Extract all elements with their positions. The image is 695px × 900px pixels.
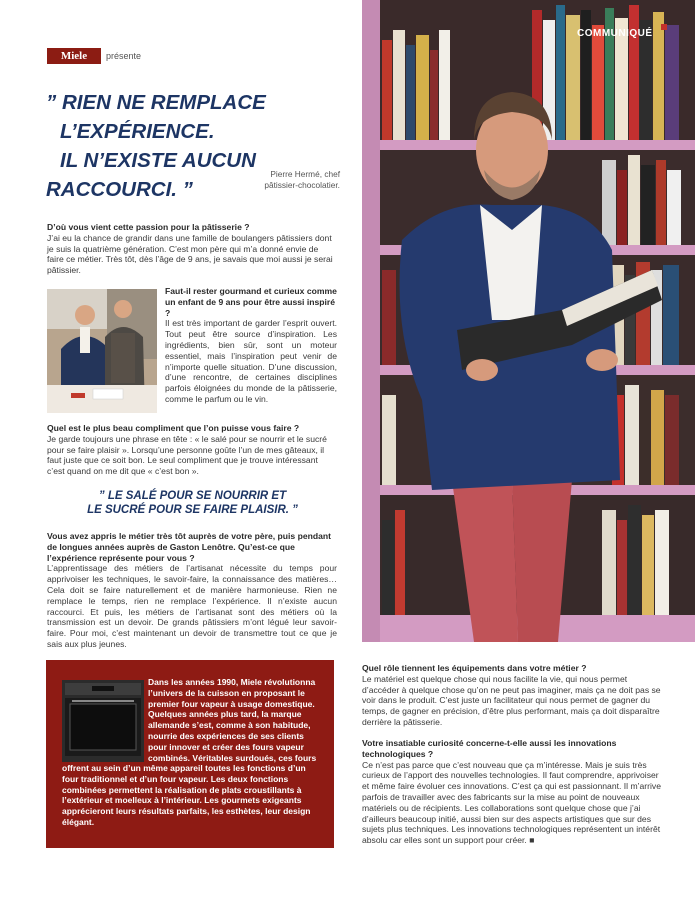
- answer: Le matériel est quelque chose qui nous facilite la vie, qui nous permet d’accéder à quelque chose qu’on ne peut pas imaginer, mais ça ne doit pas se voir dans le produit. C’est juste un facilitateur qui nous permet de gagner du temps, de gagner en précision, d’être plus performant, mais ça doit disparaître derrière la pâtisserie.: [362, 673, 661, 727]
- miele-logo: Miele: [47, 48, 101, 64]
- question: Vous avez appris le métier très tôt auprès de votre père, puis pendant de longues années auprès de Gaston Lenôtre. Qu’est-ce que l’expérience représente pour vous ?: [47, 531, 331, 563]
- pull-quote: [55, 489, 330, 517]
- pull-quote-line: LE SUCRÉ POUR SE FAIRE PLAISIR. ”: [87, 504, 298, 516]
- quote-attribution: [236, 169, 340, 191]
- pull-quote-line: ” LE SALÉ POUR SE NOURRIR ET: [98, 490, 287, 502]
- answer: J’ai eu la chance de grandir dans une famille de boulangers pâtissiers dont je suis la quatrième génération. C’est mon père qui m’a donné envie de faire ce métier. Très tôt, dès l’âge de 9 ans, je savais que moi aussi je serai pâtissier.: [47, 232, 333, 276]
- interview-section-6: [362, 738, 662, 846]
- interview-section-1: [47, 222, 337, 276]
- answer: L’apprentissage des métiers de l’artisanat nécessite du temps pour apprivoiser les techniques, le savoir-faire, la connaissance des matières… Cela doit se faire naturellement et de manière harmonieuse. Rien ne remplace le temps, rien ne remplace l’expérience. Il n’existe aucun raccourci. Et puis, les métiers de l’artisanat sont des métiers où la transmission est un devoir. De grands pâtissiers m’ont légué leur savoir-faire. Pour moi, c’est maintenant un devoir de transmettre tout ce que je sais aux plus jeunes.: [47, 563, 337, 649]
- oven-image: [62, 680, 144, 762]
- author-role: pâtissier-chocolatier.: [264, 180, 340, 190]
- question: Faut-il rester gourmand et curieux comme un enfant de 9 ans pour être aussi inspiré ?: [165, 286, 337, 318]
- answer: Il est très important de garder l’esprit ouvert. Tout peut être source d’inspiration. Les ingrédients, bien sûr, sont un moteur essentiel, mais l’inspiration peut venir de n’importe quelle situation. D’une discussion, d’une rencontre, de certaines disciplines parfois éloignées du monde de la pâtisserie, comme le parfum ou le vin.: [165, 318, 337, 404]
- question: Votre insatiable curiosité concerne-t-elle aussi les innovations technologiques ?: [362, 738, 617, 759]
- answer: Ce n’est pas parce que c’est nouveau que ça m’intéresse. Mais je suis très curieux de l’apport des nouvelles technologies. Il faut comprendre, apprivoiser et même faire évoluer ces innovations. C’est ça qui est passionnant. Il m’arrive parfois de travailler avec des fabricants sur la mise au point de nouveaux matériels ou de récipients. Les collaborations sont quelque chose que j’ai d’ailleurs beaucoup initié, aussi bien sur des aspects artistiques que sur des sujets plus techniques. Les innovations technologiques représentent un intérêt absolu car elles sont un support pour créer. ■: [362, 759, 662, 846]
- answer: Je garde toujours une phrase en tête : « le salé pour se nourrir et le sucré pour se faire plaisir ». Lorsqu’une personne goûte l’un de mes gâteaux, il faut juste que ce soit bon. Le seul compliment que je trouve intéressant c’est quand on me dit que « c’est bon ».: [47, 433, 327, 477]
- sidebar-text-bottom: offrent au sein d’un même appareil toutes les fonctions d’un four traditionnel et d’un four vapeur. Les deux fonctions combinées permettent la réalisation de plats croustillants à l’extérieur et moelleux à l’intérieur. Les gourmets exigeants apprécieront leurs résultats parfaits, les esthètes, leur design élégant.: [62, 763, 311, 827]
- chefs-photo: [47, 289, 157, 413]
- quote-line: ” RIEN NE REMPLACE: [46, 91, 266, 114]
- question: Quel est le plus beau compliment que l’on puisse vous faire ?: [47, 423, 300, 433]
- section-marker: [661, 24, 667, 30]
- question: D’où vous vient cette passion pour la pâtisserie ?: [47, 222, 250, 232]
- author-name: Pierre Hermé, chef: [270, 169, 340, 179]
- question: Quel rôle tiennent les équipements dans votre métier ?: [362, 663, 587, 673]
- quote-line: L’EXPÉRIENCE.: [60, 120, 215, 143]
- interview-section-4: [47, 531, 337, 650]
- interview-section-2: [165, 286, 337, 405]
- sidebar-text-top: Dans les années 1990, Miele révolutionna l’univers de la cuisson en proposant le premier four vapeur à usage domestique. Quelques années plus tard, la marque allemande s’est, comme à son habitude, nourrie des expériences de ses clients pour innover et créer des fours vapeur combinés. Véritables surdoués, ces fours: [148, 677, 317, 763]
- quote-line: RACCOURCI. ”: [46, 178, 193, 201]
- chef-portrait-photo: [362, 0, 695, 642]
- section-label: COMMUNIQUÉ: [577, 28, 653, 39]
- presents-label: présente: [106, 51, 142, 61]
- interview-section-3: [47, 423, 337, 477]
- quote-line: IL N’EXISTE AUCUN: [60, 149, 256, 172]
- interview-section-5: [362, 663, 662, 728]
